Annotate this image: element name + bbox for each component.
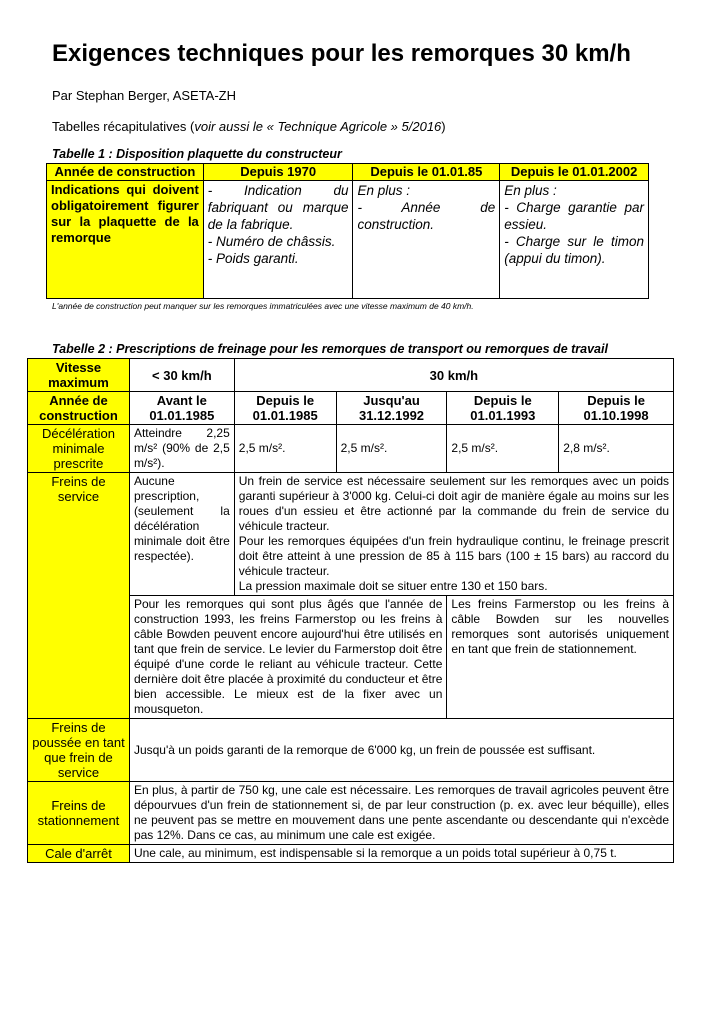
parking-text: En plus, à partir de 750 kg, une cale est nécessaire. Les remorques de travail agricoles peuvent être dépourvues d'un frein de stationnement si, de par leur construction (p. ex. avec leur béquille), elles ne peuvent pas se mettre en mouvement dans une pente ascendante ou descendante qui n'excède pas 12%. Dans ce cas, au minimum une cale est exigée. (129, 782, 673, 845)
year-col: Avant le 01.01.1985 (129, 392, 234, 425)
table2-caption: Tabelle 2 : Prescriptions de freinage pour les remorques de transport ou remorques de travail (52, 342, 608, 356)
service-main (234, 473, 673, 596)
document-title: Exigences techniques pour les remorques 30 km/h (52, 40, 631, 67)
table1-header-year: Année de construction (47, 164, 204, 181)
service-old: Pour les remorques qui sont plus âgés que l'année de construction 1993, les freins Farmerstop ou les freins à câble Bowden peuvent encore aujourd'hui être utilisés en tant que frein de service. Le levier du Farmerstop doit être équipé d'une corde le reliant au véhicule tracteur. Cette dernière doit être placée à proximité du conducteur et être bien accessible. Le mieux est de la fixer avec un mousqueton. (129, 596, 446, 719)
decel-value: 2,5 m/s². (447, 425, 559, 473)
parking-label: Freins de stationnement (28, 782, 130, 845)
speed-high: 30 km/h (234, 359, 673, 392)
table1-cell-1985 (353, 181, 500, 299)
table1 (46, 163, 649, 299)
table1-1970-item: - Poids garanti. (207, 251, 299, 266)
decel-value: 2,5 m/s². (234, 425, 336, 473)
table1-cell-2002 (500, 181, 649, 299)
table1-1970-item: - Numéro de châssis. (207, 234, 336, 249)
summary-prefix: Tabelles récapitulatives ( (52, 119, 195, 134)
decel-value: 2,8 m/s². (559, 425, 674, 473)
year-col: Depuis le 01.01.1993 (447, 392, 559, 425)
service-new: Les freins Farmerstop ou les freins à câble Bowden sur les nouvelles remorques sont autorisés uniquement en tant que frein de stationnement. (447, 596, 674, 719)
summary-line (52, 119, 446, 134)
table1-header-1985: Depuis le 01.01.85 (353, 164, 500, 181)
table1-cell-1970 (203, 181, 353, 299)
service-paragraph: Un frein de service est nécessaire seulement sur les remorques avec un poids garanti supérieur à 3'000 kg. Celui-ci doit agir de manière égale au moins sur les roues d'un essieu et être actionné par la commande du frein de service du véhicule tracteur. (238, 474, 669, 533)
table1-header-2002: Depuis le 01.01.2002 (500, 164, 649, 181)
table1-header-1970: Depuis 1970 (203, 164, 353, 181)
table1-2002-item: En plus : (504, 183, 557, 198)
decel-value: Atteindre 2,25 m/s² (90% de 2,5 m/s²). (129, 425, 234, 473)
chock-label: Cale d'arrêt (28, 845, 130, 863)
push-label: Freins de poussée en tant que frein de service (28, 719, 130, 782)
table2 (27, 358, 674, 863)
speed-label: Vitesse maximum (28, 359, 130, 392)
year-col: Jusqu'au 31.12.1992 (336, 392, 447, 425)
table1-1985-item: En plus : (357, 183, 411, 198)
push-text: Jusqu'à un poids garanti de la remorque de 6'000 kg, un frein de poussée est suffisant. (129, 719, 673, 782)
table1-row-label: Indications qui doivent obligatoirement figurer sur la plaquette de la remorque (47, 181, 204, 299)
service-paragraph: Pour les remorques équipées d'un frein hydraulique continu, le freinage prescrit doit être atteint à une pression de 85 à 115 bars (100 ± 15 bars) au raccord du véhicule tracteur. (238, 534, 669, 578)
table1-2002-item: - Charge sur le timon (appui du timon). (504, 234, 644, 266)
table1-1970-item: - Indication du fabriquant ou marque de la fabrique. (207, 183, 349, 232)
table1-1985-item: - Année de construction. (357, 200, 496, 232)
author-line: Par Stephan Berger, ASETA-ZH (52, 88, 237, 103)
speed-low: < 30 km/h (129, 359, 234, 392)
service-none: Aucune prescription, (seulement la décélération minimale doit être respectée). (129, 473, 234, 596)
service-label: Freins de service (28, 473, 130, 719)
table1-2002-item: - Charge garantie par essieu. (504, 200, 644, 232)
chock-text: Une cale, au minimum, est indispensable si la remorque a un poids total supérieur à 0,75 t. (129, 845, 673, 863)
decel-value: 2,5 m/s². (336, 425, 447, 473)
year-col: Depuis le 01.10.1998 (559, 392, 674, 425)
table1-footnote: L'année de construction peut manquer sur les remorques immatriculées avec une vitesse maximum de 40 km/h. (52, 301, 474, 311)
summary-suffix: ) (441, 119, 446, 134)
decel-label: Décélération minimale prescrite (28, 425, 130, 473)
table1-caption: Tabelle 1 : Disposition plaquette du constructeur (52, 147, 342, 161)
service-paragraph: La pression maximale doit se situer entre 130 et 150 bars. (238, 579, 548, 593)
year-col: Depuis le 01.01.1985 (234, 392, 336, 425)
year-label: Année de construction (28, 392, 130, 425)
summary-reference: voir aussi le « Technique Agricole » 5/2016 (194, 119, 442, 134)
